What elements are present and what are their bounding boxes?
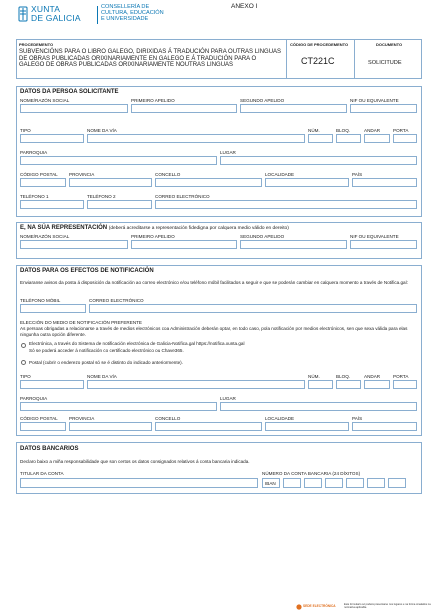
document-label: DOCUMENTO	[376, 42, 403, 47]
bank-iban-label: IBAN	[265, 481, 276, 486]
bank-declaration: Declaro baixo a miña responsabilidade que son certos os datos consignados relativos á conta bancaria indicada.	[20, 459, 250, 464]
applicant-surname2-label: SEGUNDO APELIDO	[240, 98, 285, 103]
representative-surname1-label: PRIMEIRO APELIDO	[131, 234, 175, 239]
representative-surname2-label: SEGUNDO APELIDO	[240, 234, 285, 239]
representative-nif-label: NIF OU EQUIVALENTE	[350, 234, 399, 239]
applicant-council-label: CONCELLO	[155, 172, 181, 177]
representative-note: (deberá acreditarse a representación fidedigna por calquera medio válido en dereito)	[108, 226, 289, 231]
representative-name-field[interactable]	[20, 240, 128, 249]
applicant-street-label: NOME DA VÍA	[87, 128, 117, 133]
notification-email-label: CORREO ELECTRÓNICO	[89, 298, 144, 303]
org-name: XUNTA DE GALICIA	[31, 4, 81, 23]
sede-electronica-icon	[296, 604, 302, 610]
option-postal-label: Postal (cubrir o enderezo postal só se é distinto do indicado anteriormente).	[29, 360, 183, 365]
xunta-emblem-icon	[18, 6, 28, 22]
applicant-door-field[interactable]	[393, 134, 417, 143]
bank-account-label: NÚMERO DA CONTA BANCARIA (24 DÍXITOS)	[262, 471, 361, 476]
notification-province-label: PROVINCIA	[69, 416, 95, 421]
notification-title: DATOS PARA OS EFECTOS DE NOTIFICACIÓN	[20, 268, 154, 274]
notification-street-field[interactable]	[87, 380, 305, 389]
notification-email-field[interactable]	[89, 304, 417, 313]
applicant-email-field[interactable]	[155, 200, 417, 209]
bank-account-block-2[interactable]	[304, 478, 322, 488]
stamp-label: SEDE ELECTRÓNICA	[303, 604, 336, 608]
applicant-place-field[interactable]	[220, 156, 417, 165]
bank-account-block-5[interactable]	[367, 478, 385, 488]
notification-postal-label: CÓDIGO POSTAL	[20, 416, 58, 421]
applicant-province-label: PROVINCIA	[69, 172, 95, 177]
applicant-nif-label: NIF OU EQUIVALENTE	[350, 98, 399, 103]
notification-postal-field[interactable]	[20, 422, 66, 431]
notification-council-label: CONCELLO	[155, 416, 181, 421]
option-electronic-note: Só se poderá acceder á notificación co certificado electrónico ou Chave365.	[29, 348, 184, 353]
applicant-locality-label: LOCALIDADE	[265, 172, 295, 177]
applicant-num-field[interactable]	[308, 134, 333, 143]
applicant-floor-field[interactable]	[364, 134, 390, 143]
notification-type-field[interactable]	[20, 380, 84, 389]
bank-account-block-6[interactable]	[388, 478, 406, 488]
notification-mobile-label: TELÉFONO MÓBIL	[20, 298, 61, 303]
notification-floor-label: ANDAR	[364, 374, 381, 379]
notification-locality-field[interactable]	[265, 422, 349, 431]
bank-holder-label: TITULAR DA CONTA	[20, 471, 64, 476]
applicant-type-label: TIPO	[20, 128, 31, 133]
representative-surname1-field[interactable]	[131, 240, 237, 249]
applicant-council-field[interactable]	[155, 178, 262, 187]
notification-mobile-field[interactable]	[20, 304, 86, 313]
representative-surname2-field[interactable]	[240, 240, 347, 249]
representative-name-label: NOME/RAZÓN SOCIAL	[20, 234, 70, 239]
header-divider	[97, 6, 98, 24]
applicant-province-field[interactable]	[69, 178, 152, 187]
procedure-text: SUBVENCIÓNS PARA O LIBRO GALEGO, DIRIXIDAS Á TRADUCIÓN PARA OUTRAS LINGUAS DE OBRAS PUBLICADAS ORIXINARIAMENTE EN GALEGO E Á TRADUCIÓN PARA O GALEGO DE OBRAS PUBLICADAS ORIXINARIAMENTE NOUTRAS LINGUAS	[19, 49, 282, 69]
stamp-text: Este formulario só poderá presentarse nos lugares e na forma sinalados na normativa aplicable.	[344, 603, 431, 610]
applicant-type-field[interactable]	[20, 134, 84, 143]
notification-block-field[interactable]	[336, 380, 361, 389]
procedure-label: PROCEDEMENTO	[19, 42, 54, 47]
postal-radio[interactable]	[21, 360, 26, 365]
option-electronic-label: Electrónica, a través do Sistema de notificación electrónica de Galicia-Notifica.gal https://notifica.xunta.gal	[29, 341, 245, 346]
notification-choice-text: As persoas obrigadas a relacionarse a través de medios electrónicos coa Administración deberán optar, en todo caso, pola notificación por medios electrónicos, sen que sexa válida para elas ningunha outra opción diferente.	[20, 326, 408, 337]
bank-account-block-3[interactable]	[325, 478, 343, 488]
applicant-block-label: BLOQ.	[336, 128, 351, 133]
applicant-place-label: LUGAR	[220, 150, 236, 155]
document-value: SOLICITUDE	[368, 60, 402, 66]
applicant-surname1-field[interactable]	[131, 104, 237, 113]
applicant-email-label: CORREO ELECTRÓNICO	[155, 194, 210, 199]
notification-place-field[interactable]	[220, 402, 417, 411]
applicant-surname1-label: PRIMEIRO APELIDO	[131, 98, 175, 103]
bank-account-block-1[interactable]	[283, 478, 301, 488]
applicant-postal-label: CÓDIGO POSTAL	[20, 172, 58, 177]
electronic-radio[interactable]	[21, 343, 26, 348]
notification-council-field[interactable]	[155, 422, 262, 431]
bank-title: DATOS BANCARIOS	[20, 446, 79, 452]
applicant-parish-field[interactable]	[20, 156, 217, 165]
notification-block-label: BLOQ.	[336, 374, 351, 379]
annex-label: ANEXO I	[231, 3, 258, 10]
applicant-street-field[interactable]	[87, 134, 305, 143]
notification-door-field[interactable]	[393, 380, 417, 389]
ministry-name: CONSELLERÍA DE CULTURA, EDUCACIÓN E UNIVERSIDADE	[101, 4, 164, 22]
notification-locality-label: LOCALIDADE	[265, 416, 295, 421]
applicant-surname2-field[interactable]	[240, 104, 347, 113]
applicant-postal-field[interactable]	[20, 178, 66, 187]
applicant-nif-field[interactable]	[350, 104, 417, 113]
notification-parish-label: PARROQUIA	[20, 396, 48, 401]
representative-title	[20, 225, 289, 231]
notification-street-label: NOME DA VÍA	[87, 374, 117, 379]
applicant-locality-field[interactable]	[265, 178, 349, 187]
procedure-code-label: CÓDIGO DE PROCEDEMENTO	[290, 42, 349, 47]
notification-num-field[interactable]	[308, 380, 333, 389]
notification-floor-field[interactable]	[364, 380, 390, 389]
applicant-num-label: NÚM.	[308, 128, 320, 133]
applicant-parish-label: PARROQUIA	[20, 150, 48, 155]
applicant-name-label: NOME/RAZÓN SOCIAL	[20, 98, 70, 103]
applicant-country-field[interactable]	[352, 178, 417, 187]
applicant-phone1-field[interactable]	[20, 200, 84, 209]
applicant-title: DATOS DA PERSOA SOLICITANTE	[20, 89, 119, 95]
notification-door-label: PORTA	[393, 374, 409, 379]
applicant-floor-label: ANDAR	[364, 128, 381, 133]
notification-province-field[interactable]	[69, 422, 152, 431]
applicant-country-label: PAÍS	[352, 172, 363, 177]
representative-nif-field[interactable]	[350, 240, 417, 249]
notification-parish-field[interactable]	[20, 402, 217, 411]
notification-place-label: LUGAR	[220, 396, 236, 401]
applicant-phone1-label: TELÉFONO 1	[20, 194, 49, 199]
representative-title-text: E, NA SÚA REPRESENTACIÓN	[20, 225, 108, 231]
procedure-code-value: CT221C	[301, 56, 335, 66]
applicant-block-field[interactable]	[336, 134, 361, 143]
notification-num-label: NÚM.	[308, 374, 320, 379]
bank-account-block-4[interactable]	[346, 478, 364, 488]
bank-holder-field[interactable]	[20, 478, 258, 488]
notification-country-label: PAÍS	[352, 416, 363, 421]
notification-country-field[interactable]	[352, 422, 417, 431]
notification-choice-title: ELECCIÓN DO MEDIO DE NOTIFICACIÓN PREFERENTE	[20, 320, 143, 325]
applicant-phone2-field[interactable]	[87, 200, 152, 209]
applicant-phone2-label: TELÉFONO 2	[87, 194, 116, 199]
applicant-name-field[interactable]	[20, 104, 128, 113]
notification-type-label: TIPO	[20, 374, 31, 379]
notification-intro: Enviaranse avisos da posta á disposición da notificación ao correo electrónico e/ou teléfono móbil facilitados a seguir e que se poderán cambiar en calquera momento a través de Notifica.gal:	[20, 280, 408, 285]
applicant-door-label: PORTA	[393, 128, 409, 133]
